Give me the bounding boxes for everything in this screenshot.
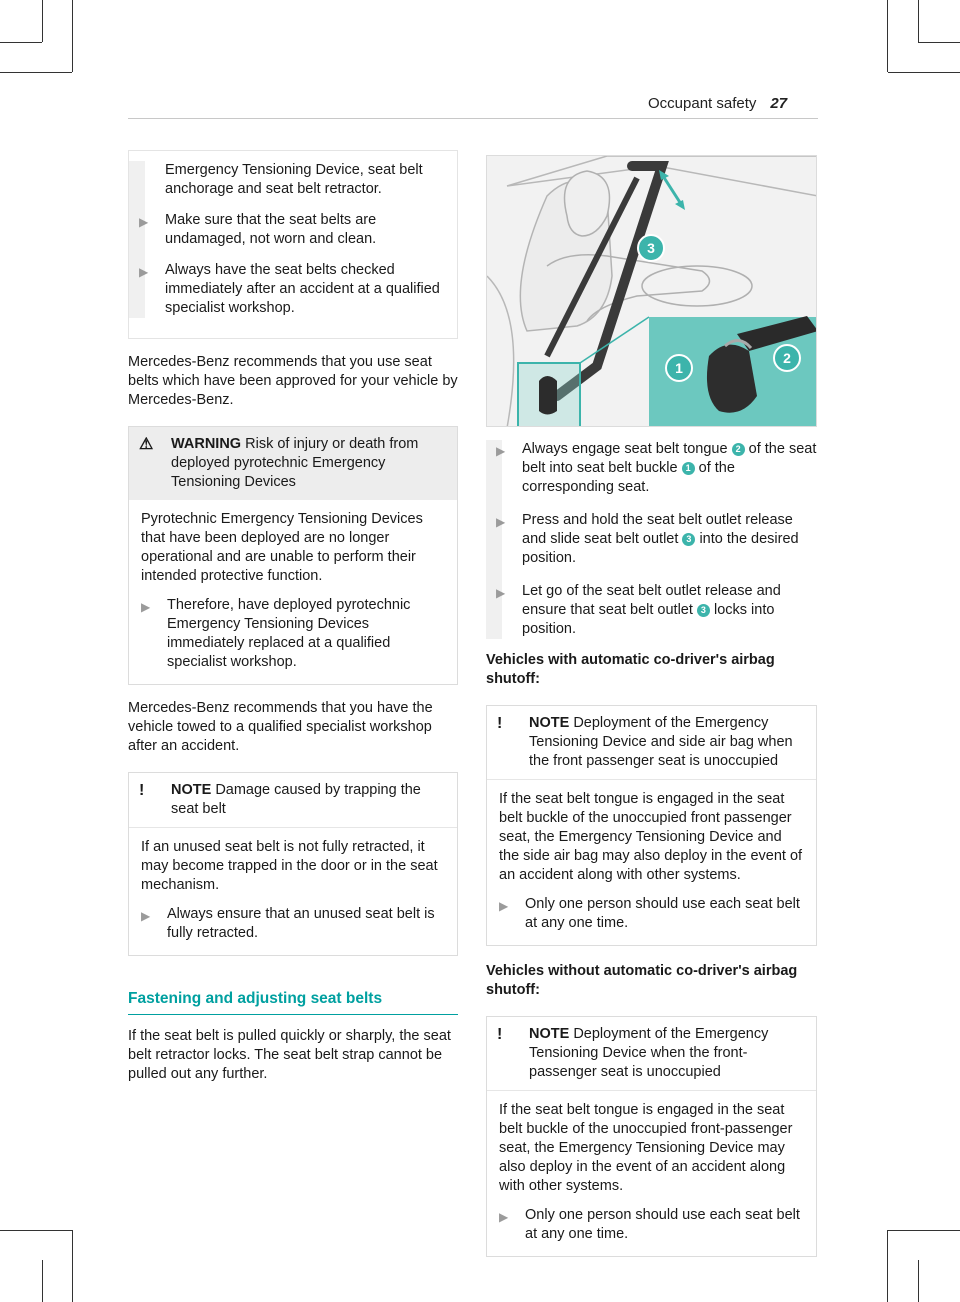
callout-number: 3 xyxy=(697,604,710,617)
arrow-icon: ▶ xyxy=(496,444,506,458)
paragraph: If the seat belt is pulled quickly or sharply, the seat belt retractor locks. The seat belt strap cannot be pulled out any further. xyxy=(128,1028,451,1082)
crop-mark xyxy=(0,1230,72,1231)
crop-mark xyxy=(42,0,43,42)
note-body: If the seat belt tongue is engaged in the seat belt buckle of the unoccupied front passenger seat, the Emergency Tensioning Device and the side air bag may also deploy in the event of an accident along with other systems. xyxy=(499,791,803,883)
right-steps xyxy=(486,440,817,639)
paragraph: Mercedes-Benz recommends that you use seat belts which have been approved for your vehicle by Mercedes-Benz. xyxy=(128,354,458,408)
subheading: Vehicles without automatic co-driver's airbag shutoff: xyxy=(486,963,798,998)
crop-mark xyxy=(887,0,888,72)
step-text: Always have the seat belts checked immediately after an accident at a qualified specialist workshop. xyxy=(165,262,440,316)
crop-mark xyxy=(888,72,960,73)
callout-3: 3 xyxy=(637,234,665,262)
arrow-icon: ▶ xyxy=(496,586,506,600)
arrow-icon: ▶ xyxy=(496,515,506,529)
crop-mark xyxy=(918,1260,919,1302)
crop-mark xyxy=(72,1230,73,1302)
section-title: Occupant safety xyxy=(648,95,757,112)
crop-mark xyxy=(918,0,919,42)
note-step: Only one person should use each seat belt at any one time. xyxy=(525,896,800,931)
note-box xyxy=(486,705,817,946)
running-header xyxy=(648,95,787,112)
arrow-icon: ▶ xyxy=(499,899,509,913)
note-body: If the seat belt tongue is engaged in the seat belt buckle of the unoccupied front-passenger seat, the Emergency Tensioning Device may also deploy in the event of an accident along with other systems. xyxy=(499,1102,793,1194)
note-icon: ! xyxy=(497,715,503,732)
crop-mark xyxy=(0,42,42,43)
warning-step: Therefore, have deployed pyrotechnic Emergency Tensioning Devices immediately replaced at a qualified specialist workshop. xyxy=(167,597,411,670)
subheading: Vehicles with automatic co-driver's airbag shutoff: xyxy=(486,652,775,687)
illustration-svg xyxy=(487,156,817,427)
seat-belt-illustration xyxy=(486,155,817,427)
step-text: Press and hold the seat belt outlet release and slide seat belt outlet 3 into the desired position. xyxy=(522,512,799,566)
section-rule xyxy=(128,1014,458,1015)
step-text: Make sure that the seat belts are undamaged, not worn and clean. xyxy=(165,212,377,247)
left-column xyxy=(128,150,458,1084)
crop-mark xyxy=(42,1260,43,1302)
top-steps-box xyxy=(128,150,458,339)
crop-mark xyxy=(887,1230,888,1302)
note-step: Always ensure that an unused seat belt is fully retracted. xyxy=(167,906,435,941)
warning-box xyxy=(128,426,458,685)
callout-number: 1 xyxy=(682,462,695,475)
header-rule xyxy=(128,118,818,119)
note-title: Deployment of the Emergency Tensioning Device and side air bag when the front passenger seat is unoccupied xyxy=(529,715,793,769)
step-continued-text: Emergency Tensioning Device, seat belt anchorage and seat belt retractor. xyxy=(165,162,423,197)
callout-number: 3 xyxy=(682,533,695,546)
arrow-icon: ▶ xyxy=(499,1210,509,1224)
arrow-icon: ▶ xyxy=(139,265,149,279)
callout-number: 2 xyxy=(732,443,745,456)
crop-mark xyxy=(918,42,960,43)
paragraph: Mercedes-Benz recommends that you have the vehicle towed to a qualified specialist workshop after an accident. xyxy=(128,700,433,754)
warning-body: Pyrotechnic Emergency Tensioning Devices that have been deployed are no longer operational and are unable to perform their intended protective function. xyxy=(141,511,423,584)
callout-1: 1 xyxy=(665,354,693,382)
note-label: NOTE xyxy=(529,1026,570,1042)
note-title: Deployment of the Emergency Tensioning Device when the front-passenger seat is unoccupied xyxy=(529,1026,769,1080)
arrow-icon: ▶ xyxy=(139,215,149,229)
arrow-icon: ▶ xyxy=(141,600,151,614)
note-title: Damage caused by trapping the seat belt xyxy=(171,782,421,817)
warning-icon: ⚠ xyxy=(139,436,154,453)
section-heading: Fastening and adjusting seat belts xyxy=(128,990,383,1007)
note-step: Only one person should use each seat belt at any one time. xyxy=(525,1207,800,1242)
note-icon: ! xyxy=(497,1026,503,1043)
crop-mark xyxy=(0,72,72,73)
page-number: 27 xyxy=(770,95,788,112)
right-column xyxy=(486,440,817,1257)
note-label: NOTE xyxy=(171,782,212,798)
callout-2: 2 xyxy=(773,344,801,372)
crop-mark xyxy=(72,0,73,72)
note-icon: ! xyxy=(139,782,145,799)
note-label: NOTE xyxy=(529,715,570,731)
arrow-icon: ▶ xyxy=(141,909,151,923)
note-body: If an unused seat belt is not fully retracted, it may become trapped in the door or in the seat mechanism. xyxy=(141,839,438,893)
note-box xyxy=(486,1016,817,1257)
step-text: Let go of the seat belt outlet release and ensure that seat belt outlet 3 locks into position. xyxy=(522,583,781,637)
note-box xyxy=(128,772,458,956)
step-text: Always engage seat belt tongue 2 of the seat belt into seat belt buckle 1 of the corresponding seat. xyxy=(522,441,817,495)
warning-label: WARNING xyxy=(171,436,242,452)
warning-title: Risk of injury or death from deployed pyrotechnic Emergency Tensioning Devices xyxy=(171,436,419,490)
crop-mark xyxy=(888,1230,960,1231)
